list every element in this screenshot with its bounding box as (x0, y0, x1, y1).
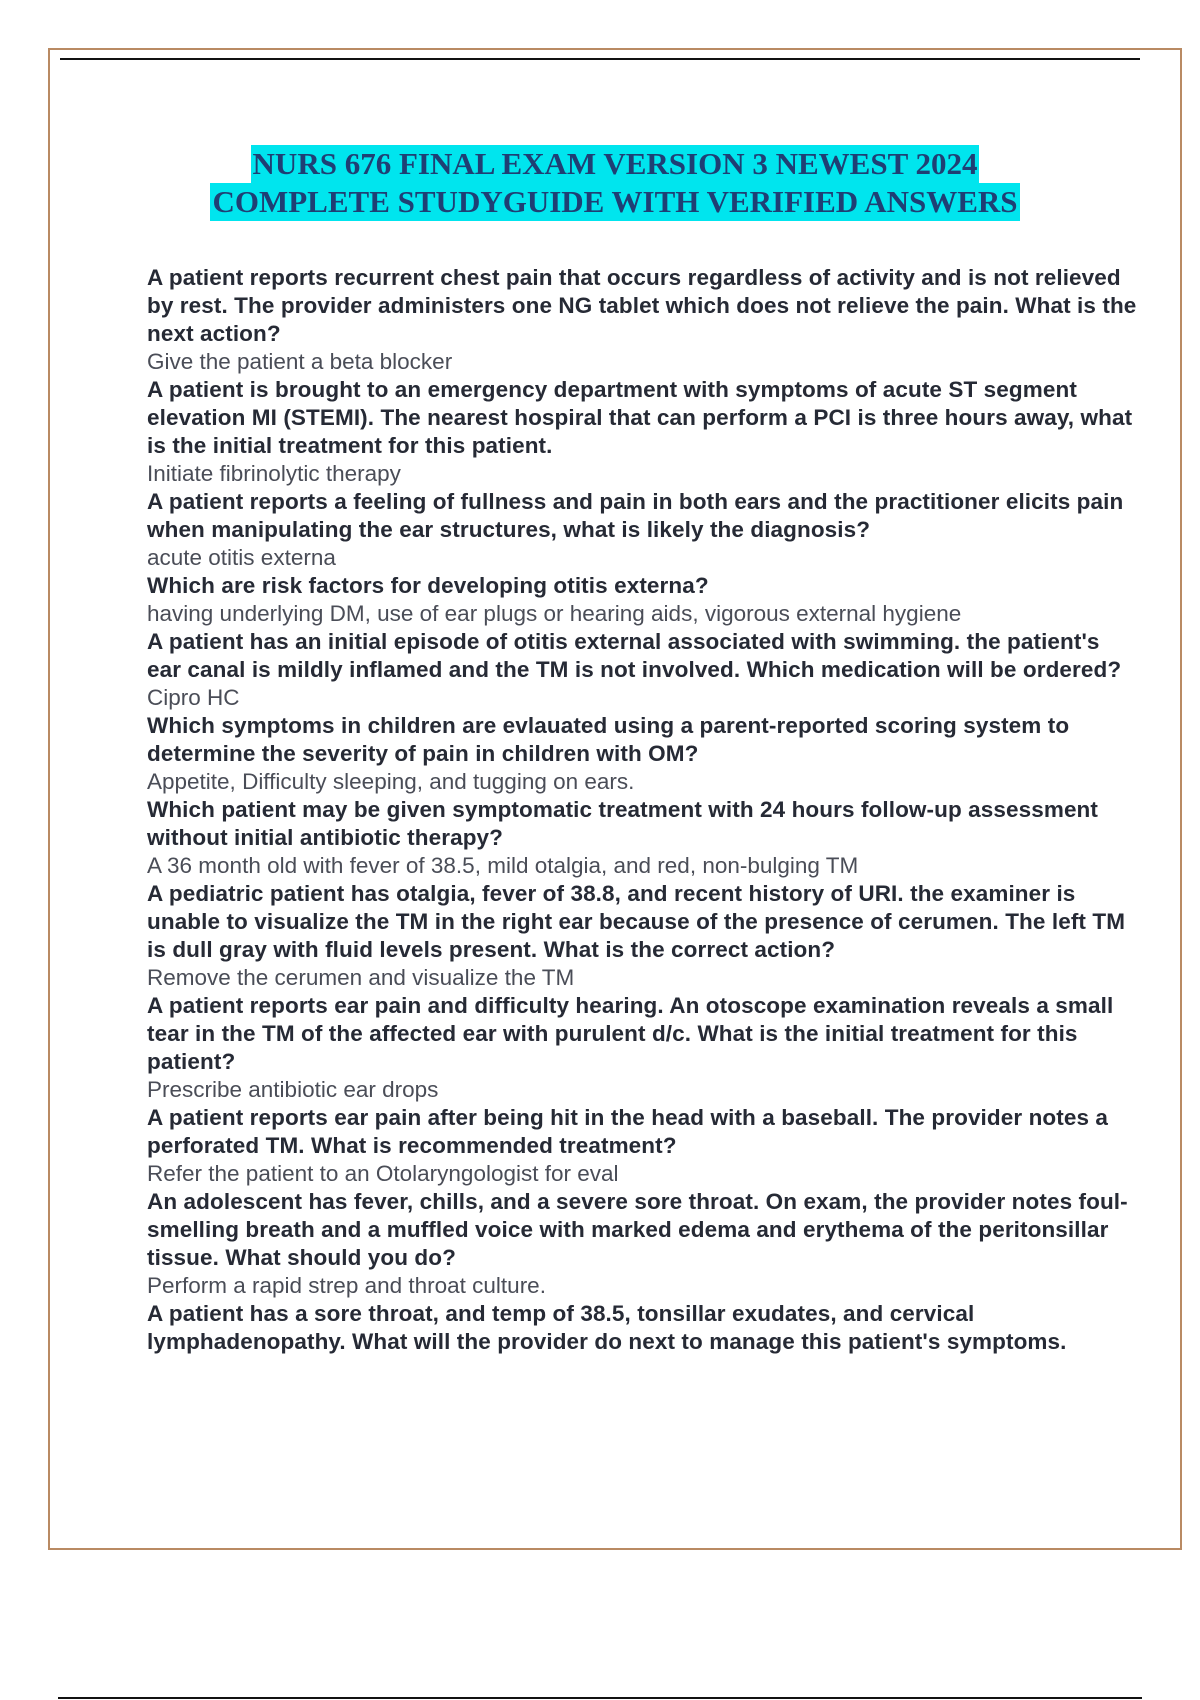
qa-item (147, 796, 1137, 880)
question: A patient reports ear pain and difficulty hearing. An otoscope examination reveals a small tear in the TM of the affected ear with purulent d/c. What is the initial treatment for this patient? (147, 993, 1114, 1074)
qa-item (147, 1300, 1137, 1356)
qa-item (147, 628, 1137, 712)
qa-item (147, 376, 1137, 488)
answer: Remove the cerumen and visualize the TM (147, 965, 575, 990)
document-page (48, 48, 1182, 1550)
answer: Appetite, Difficulty sleeping, and tugging on ears. (147, 769, 635, 794)
question: A patient reports ear pain after being hit in the head with a baseball. The provider notes a perforated TM. What is recommended treatment? (147, 1105, 1109, 1158)
qa-item (147, 1104, 1137, 1188)
answer: Prescribe antibiotic ear drops (147, 1077, 439, 1102)
question: A patient reports a feeling of fullness and pain in both ears and the practitioner elicits pain when manipulating the ear structures, what is likely the diagnosis? (147, 489, 1124, 542)
answer: Cipro HC (147, 685, 240, 710)
qa-item (147, 992, 1137, 1104)
question: A pediatric patient has otalgia, fever of 38.8, and recent history of URI. the examiner is unable to visualize the TM in the right ear because of the presence of cerumen. The left TM is dull gray with fluid levels present. What is the correct action? (147, 881, 1126, 962)
answer: A 36 month old with fever of 38.5, mild otalgia, and red, non-bulging TM (147, 853, 859, 878)
answer: Perform a rapid strep and throat culture. (147, 1273, 546, 1298)
question: A patient has a sore throat, and temp of 38.5, tonsillar exudates, and cervical lymphadenopathy. What will the provider do next to manage this patient's symptoms. (147, 1301, 1067, 1354)
qa-item (147, 1188, 1137, 1300)
page-title (50, 145, 1180, 221)
question: Which patient may be given symptomatic treatment with 24 hours follow-up assessment without initial antibiotic therapy? (147, 797, 1098, 850)
qa-item (147, 880, 1137, 992)
qa-item (147, 712, 1137, 796)
title-line-2: COMPLETE STUDYGUIDE WITH VERIFIED ANSWERS (212, 184, 1018, 219)
question: A patient reports recurrent chest pain that occurs regardless of activity and is not relieved by rest. The provider administers one NG tablet which does not relieve the pain. What is the next action? (147, 265, 1137, 346)
question: Which are risk factors for developing otitis externa? (147, 573, 709, 598)
qa-item (147, 488, 1137, 572)
answer: Refer the patient to an Otolaryngologist for eval (147, 1161, 619, 1186)
qa-list (147, 264, 1137, 1356)
bottom-rule (58, 1697, 1142, 1699)
qa-item (147, 572, 1137, 628)
answer: acute otitis externa (147, 545, 336, 570)
top-rule (60, 58, 1140, 60)
answer: Initiate fibrinolytic therapy (147, 461, 401, 486)
question: A patient is brought to an emergency department with symptoms of acute ST segment elevation MI (STEMI). The nearest hospiral that can perform a PCI is three hours away, what is the initial treatment for this patient. (147, 377, 1133, 458)
question: Which symptoms in children are evlauated using a parent-reported scoring system to determine the severity of pain in children with OM? (147, 713, 1070, 766)
answer: Give the patient a beta blocker (147, 349, 453, 374)
question: A patient has an initial episode of otitis external associated with swimming. the patient's ear canal is mildly inflamed and the TM is not involved. Which medication will be ordered? (147, 629, 1122, 682)
qa-item (147, 264, 1137, 376)
question: An adolescent has fever, chills, and a severe sore throat. On exam, the provider notes foul-smelling breath and a muffled voice with marked edema and erythema of the peritonsillar tissue. What should you do? (147, 1189, 1128, 1270)
title-line-1: NURS 676 FINAL EXAM VERSION 3 NEWEST 2024 (252, 146, 978, 181)
answer: having underlying DM, use of ear plugs or hearing aids, vigorous external hygiene (147, 601, 962, 626)
